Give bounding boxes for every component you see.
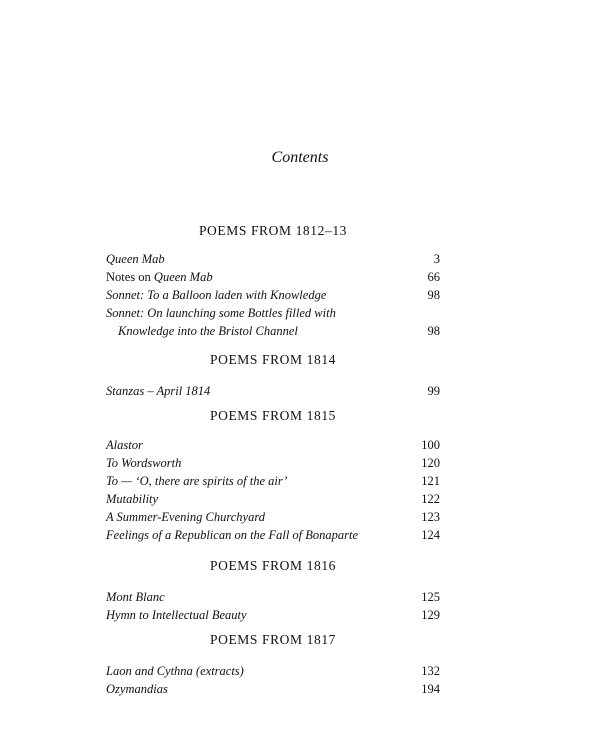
entry-title: Queen Mab	[106, 252, 165, 266]
entry-title: Alastor	[106, 438, 143, 452]
entry-title: Mutability	[106, 492, 159, 506]
entry-title: To Wordsworth	[106, 456, 182, 470]
entry-page-number: 3	[433, 252, 440, 266]
entry-title: To — ‘O, there are spirits of the air’	[106, 474, 288, 488]
toc-entry[interactable]	[106, 662, 440, 680]
entry-title	[106, 304, 440, 340]
section-1816	[106, 556, 440, 624]
entry-page-number: 132	[421, 664, 440, 678]
entry-page-number: 66	[427, 270, 440, 284]
entry-title-main: Queen Mab	[153, 270, 213, 284]
entry-title-prefix: Notes on	[106, 270, 154, 284]
section-heading: POEMS FROM 1812–13	[198, 223, 348, 238]
section-1812-13	[106, 221, 440, 340]
toc-entry[interactable]	[106, 304, 440, 340]
toc-entry[interactable]	[106, 606, 440, 624]
entry-page-number: 100	[421, 438, 440, 452]
entry-page-number: 125	[421, 590, 440, 604]
section-1815	[106, 406, 440, 544]
page-title: Contents	[271, 149, 329, 166]
section-1814	[106, 350, 440, 400]
toc-entry[interactable]	[106, 588, 440, 606]
toc-entry[interactable]	[106, 436, 440, 454]
entry-list	[106, 250, 440, 340]
entry-title: Mont Blanc	[106, 590, 165, 604]
toc-entry[interactable]	[106, 454, 440, 472]
entry-list	[106, 588, 440, 624]
entry-page-number: 121	[421, 474, 440, 488]
entry-page-number: 98	[427, 324, 440, 338]
entry-title	[106, 268, 440, 286]
section-heading: POEMS FROM 1815	[209, 408, 337, 423]
entry-title: Hymn to Intellectual Beauty	[106, 608, 247, 622]
toc-entry[interactable]	[106, 382, 440, 400]
section-1817	[106, 630, 440, 698]
entry-title: Feelings of a Republican on the Fall of Bonaparte	[106, 528, 359, 542]
entry-title: Sonnet: To a Balloon laden with Knowledge	[106, 288, 327, 302]
entry-title: Stanzas – April 1814	[106, 384, 211, 398]
entry-page-number: 129	[421, 608, 440, 622]
entry-page-number: 124	[421, 528, 440, 542]
entry-title: Ozymandias	[106, 682, 168, 696]
section-heading: POEMS FROM 1816	[209, 558, 337, 573]
entry-page-number: 123	[421, 510, 440, 524]
toc-entry[interactable]	[106, 286, 440, 304]
entry-list	[106, 382, 440, 400]
section-heading: POEMS FROM 1817	[209, 632, 337, 647]
entry-list	[106, 662, 440, 698]
entry-page-number: 194	[421, 682, 440, 696]
entry-page-number: 99	[427, 384, 440, 398]
entry-page-number: 120	[421, 456, 440, 470]
entry-list	[106, 436, 440, 544]
toc-entry[interactable]	[106, 508, 440, 526]
toc-entry[interactable]	[106, 490, 440, 508]
entry-title-line2: Knowledge into the Bristol Channel	[118, 324, 298, 338]
entry-page-number: 122	[421, 492, 440, 506]
toc-entry[interactable]	[106, 526, 440, 544]
entry-title: Laon and Cythna (extracts)	[106, 664, 244, 678]
toc-entry[interactable]	[106, 268, 440, 286]
entry-title-line1: Sonnet: On launching some Bottles filled with	[106, 306, 336, 320]
toc-entry[interactable]	[106, 250, 440, 268]
toc-entry[interactable]	[106, 680, 440, 698]
entry-title: A Summer-Evening Churchyard	[106, 510, 265, 524]
section-heading: POEMS FROM 1814	[209, 352, 337, 367]
entry-page-number: 98	[427, 288, 440, 302]
toc-entry[interactable]	[106, 472, 440, 490]
